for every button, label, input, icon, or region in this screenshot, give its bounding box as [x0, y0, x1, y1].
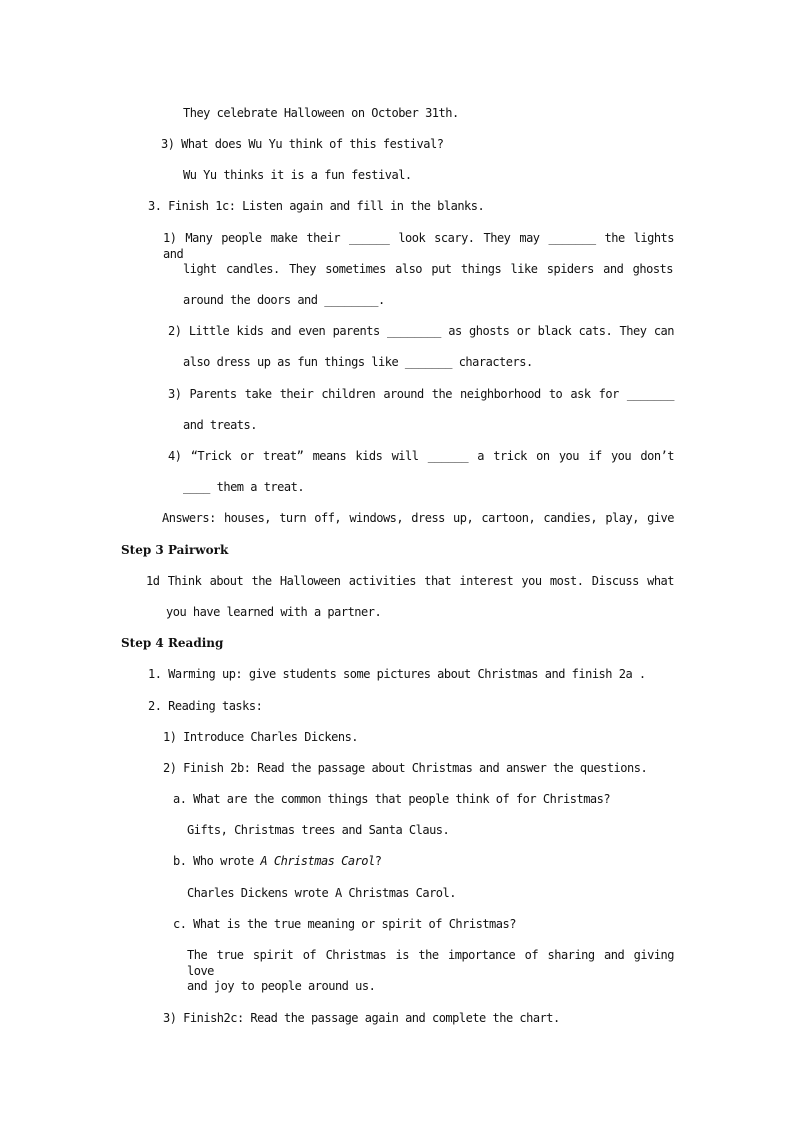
question-b [173, 853, 381, 869]
answer-line-3: Wu Yu thinks it is a fun festival. [183, 168, 412, 182]
book-title: A Christmas Carol [260, 854, 375, 868]
answer-c-end: and joy to people around us. [187, 979, 376, 993]
pairwork-1d: 1d Think about the Halloween activities that interest you most. Discuss what [146, 574, 674, 588]
heading-step-3: Step 3 Pairwork [121, 543, 229, 557]
task-finish-2c: 3) Finish2c: Read the passage again and complete the chart. [163, 1011, 560, 1025]
question-b-prefix: b. Who wrote [173, 854, 261, 868]
answer-a: Gifts, Christmas trees and Santa Claus. [187, 823, 450, 837]
task-introduce-dickens: 1) Introduce Charles Dickens. [163, 730, 359, 744]
task-finish-2b: 2) Finish 2b: Read the passage about Christmas and answer the questions. [163, 761, 648, 775]
blank-item-1-end: around the doors and ________. [183, 293, 385, 307]
question-3: 3) What does Wu Yu think of this festival? [161, 137, 444, 151]
heading-step-4: Step 4 Reading [121, 636, 224, 650]
blank-item-3: 3) Parents take their children around the neighborhood to ask for _______ [168, 387, 674, 401]
reading-tasks: 2. Reading tasks: [148, 699, 263, 713]
answer-b: Charles Dickens wrote A Christmas Carol. [187, 886, 456, 900]
blank-item-1-cont: light candles. They sometimes also put things like spiders and ghosts [183, 262, 673, 276]
question-c: c. What is the true meaning or spirit of Christmas? [173, 917, 516, 931]
question-a: a. What are the common things that people think of for Christmas? [173, 792, 611, 806]
blank-item-1: 1) Many people make their ______ look scary. They may _______ the lights and [163, 231, 674, 261]
answers-line: Answers: houses, turn off, windows, dress up, cartoon, candies, play, give [162, 511, 674, 525]
blank-item-3-end: and treats. [183, 418, 257, 432]
question-b-mark: ? [374, 854, 382, 868]
reading-warming-up: 1. Warming up: give students some pictures about Christmas and finish 2a . [148, 667, 646, 681]
answer-line-1: They celebrate Halloween on October 31th. [183, 106, 459, 120]
answer-c: The true spirit of Christmas is the importance of sharing and giving love [187, 948, 674, 978]
task-finish-1c: 3. Finish 1c: Listen again and fill in the blanks. [148, 199, 485, 213]
blank-item-2-end: also dress up as fun things like _______ characters. [183, 355, 533, 369]
blank-item-4-end: ____ them a treat. [183, 480, 305, 494]
blank-item-2: 2) Little kids and even parents ________ as ghosts or black cats. They can [168, 324, 674, 338]
blank-item-4: 4) “Trick or treat” means kids will ______ a trick on you if you don’t [168, 449, 674, 463]
pairwork-1d-end: you have learned with a partner. [166, 605, 382, 619]
